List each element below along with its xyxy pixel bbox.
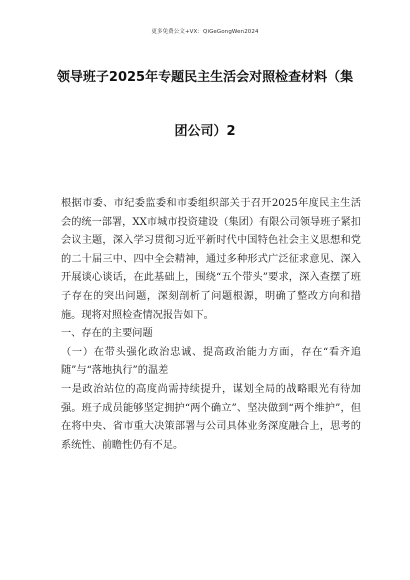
header-note: 更多免费公文+VX：QiGeGongWen2024 (151, 29, 259, 35)
document-body (61, 195, 361, 455)
document-title-line-2: 团公司）2 (174, 124, 236, 139)
document-title-line-1: 领导班子2025年专题民主生活会对照检查材料（集 (56, 70, 354, 85)
section-heading-problems: 一、存在的主要问题 (61, 328, 153, 340)
paragraph-political-stance: 一是政治站位的高度尚需持续提升，谋划全局的战略眼光有待加强。班子成员能够坚定拥护“两个确立”、坚决做到“两个维护”，但在将中央、省市重大决策部署与公司具体业务深度融合上，思考的系统性、前瞻性仍有不足。 (61, 383, 361, 451)
intro-paragraph: 根据市委、市纪委监委和市委组织部关于召开2025年度民主生活会的统一部署，XX市城市投资建设（集团）有限公司领导班子紧扣会议主题，深入学习贯彻习近平新时代中国特色社会主义思想和党的二十届三中、四中全会精神，通过多种形式广泛征求意见、深入开展谈心谈话，在此基础上，围绕“五个带头”要求，深入查摆了班子存在的突出问题，深刻剖析了问题根源，明确了整改方向和措施。现将对照检查情况报告如下。 (61, 198, 361, 321)
subsection-heading-political-loyalty: （一）在带头强化政治忠诚、提高政治能力方面，存在“看齐追随”与“落地执行”的温差 (61, 346, 361, 377)
